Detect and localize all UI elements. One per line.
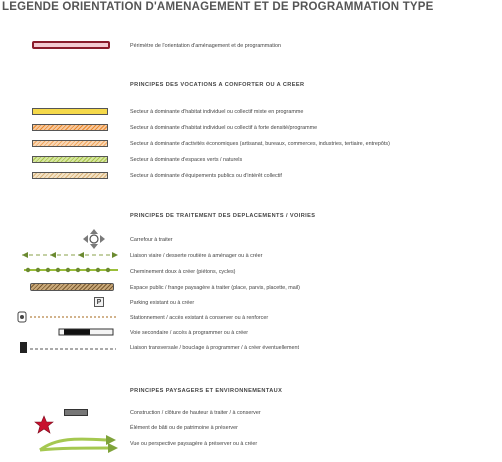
grey-bar-icon	[64, 409, 88, 416]
section-paysagers-heading: PRINCIPES PAYSAGERS ET ENVIRONNEMENTAUX	[130, 388, 283, 394]
tan-hatch-swatch	[32, 172, 108, 179]
legend-item-label: Cheminement doux à créer (piétons, cycles)	[130, 269, 236, 275]
legend-item-label: Stationnement / accès existant à conserver ou à renforcer	[130, 315, 269, 321]
black-bar-icon	[58, 327, 114, 337]
road-arrows-icon	[20, 250, 120, 260]
perimeter-swatch	[32, 41, 110, 49]
section-deplacements-heading: PRINCIPES DE TRAITEMENT DES DEPLACEMENTS / VOIRIES	[130, 213, 316, 219]
section-vocations-heading: PRINCIPES DES VOCATIONS A CONFORTER OU A CREER	[130, 82, 305, 88]
legend-item-label: Secteur à dominante d'habitat individuel ou collectif à forte densité/programme	[130, 125, 318, 131]
legend-item-label: Liaison viaire / desserte routière à aménager ou à créer	[130, 253, 263, 259]
legend-item-label: Secteur à dominante d'équipements publics ou d'intérêt collectif	[130, 173, 282, 179]
green-hatch-swatch	[32, 156, 108, 163]
peach-hatch-swatch	[32, 140, 108, 147]
legend-item-label: Espace public / frange paysagère à traiter (place, parvis, placette, mail)	[130, 285, 300, 291]
marker-dashes-icon	[18, 341, 118, 355]
parking-icon: P	[94, 297, 104, 307]
legend-item-label: Liaison transversale / bouclage à programmer / à créer éventuellement	[130, 345, 299, 351]
legend-item-label: Secteur à dominante d'espaces verts / naturels	[130, 157, 243, 163]
legend-item-label: Vue ou perspective paysagère à préserver ou à créer	[130, 441, 258, 447]
legend-item-label: Voie secondaire / accès à programmer ou à créer	[130, 330, 249, 336]
perimeter-label: Périmètre de l'orientation d'aménagement et de programmation	[130, 43, 281, 49]
legend-item-label: Élément de bâti ou de patrimoine à préserver	[130, 425, 238, 431]
legend-item-label: Secteur à dominante d'activités économiques (artisanat, bureaux, commerces, industries, tertiaire, entrepôts)	[130, 141, 390, 147]
brown-band-icon	[30, 283, 114, 291]
legend-title: LEGENDE ORIENTATION D'AMENAGEMENT ET DE PROGRAMMATION TYPE	[2, 1, 434, 13]
legend-item-label: Secteur à dominante d'habitat individuel ou collectif mixte en programme	[130, 109, 304, 115]
crossroads-icon	[82, 228, 106, 250]
red-star-icon	[34, 415, 54, 435]
yellow-fill-swatch	[32, 108, 108, 115]
pin-dashes-icon	[16, 311, 120, 323]
legend-item-label: Construction / clôture de hauteur à traiter / à conserver	[130, 410, 261, 416]
green-dotted-path-icon	[22, 266, 120, 274]
legend-item-label: Carrefour à traiter	[130, 237, 173, 243]
green-arrows-icon	[36, 434, 120, 454]
orange-hatch-swatch	[32, 124, 108, 131]
legend-item-label: Parking existant ou à créer	[130, 300, 195, 306]
